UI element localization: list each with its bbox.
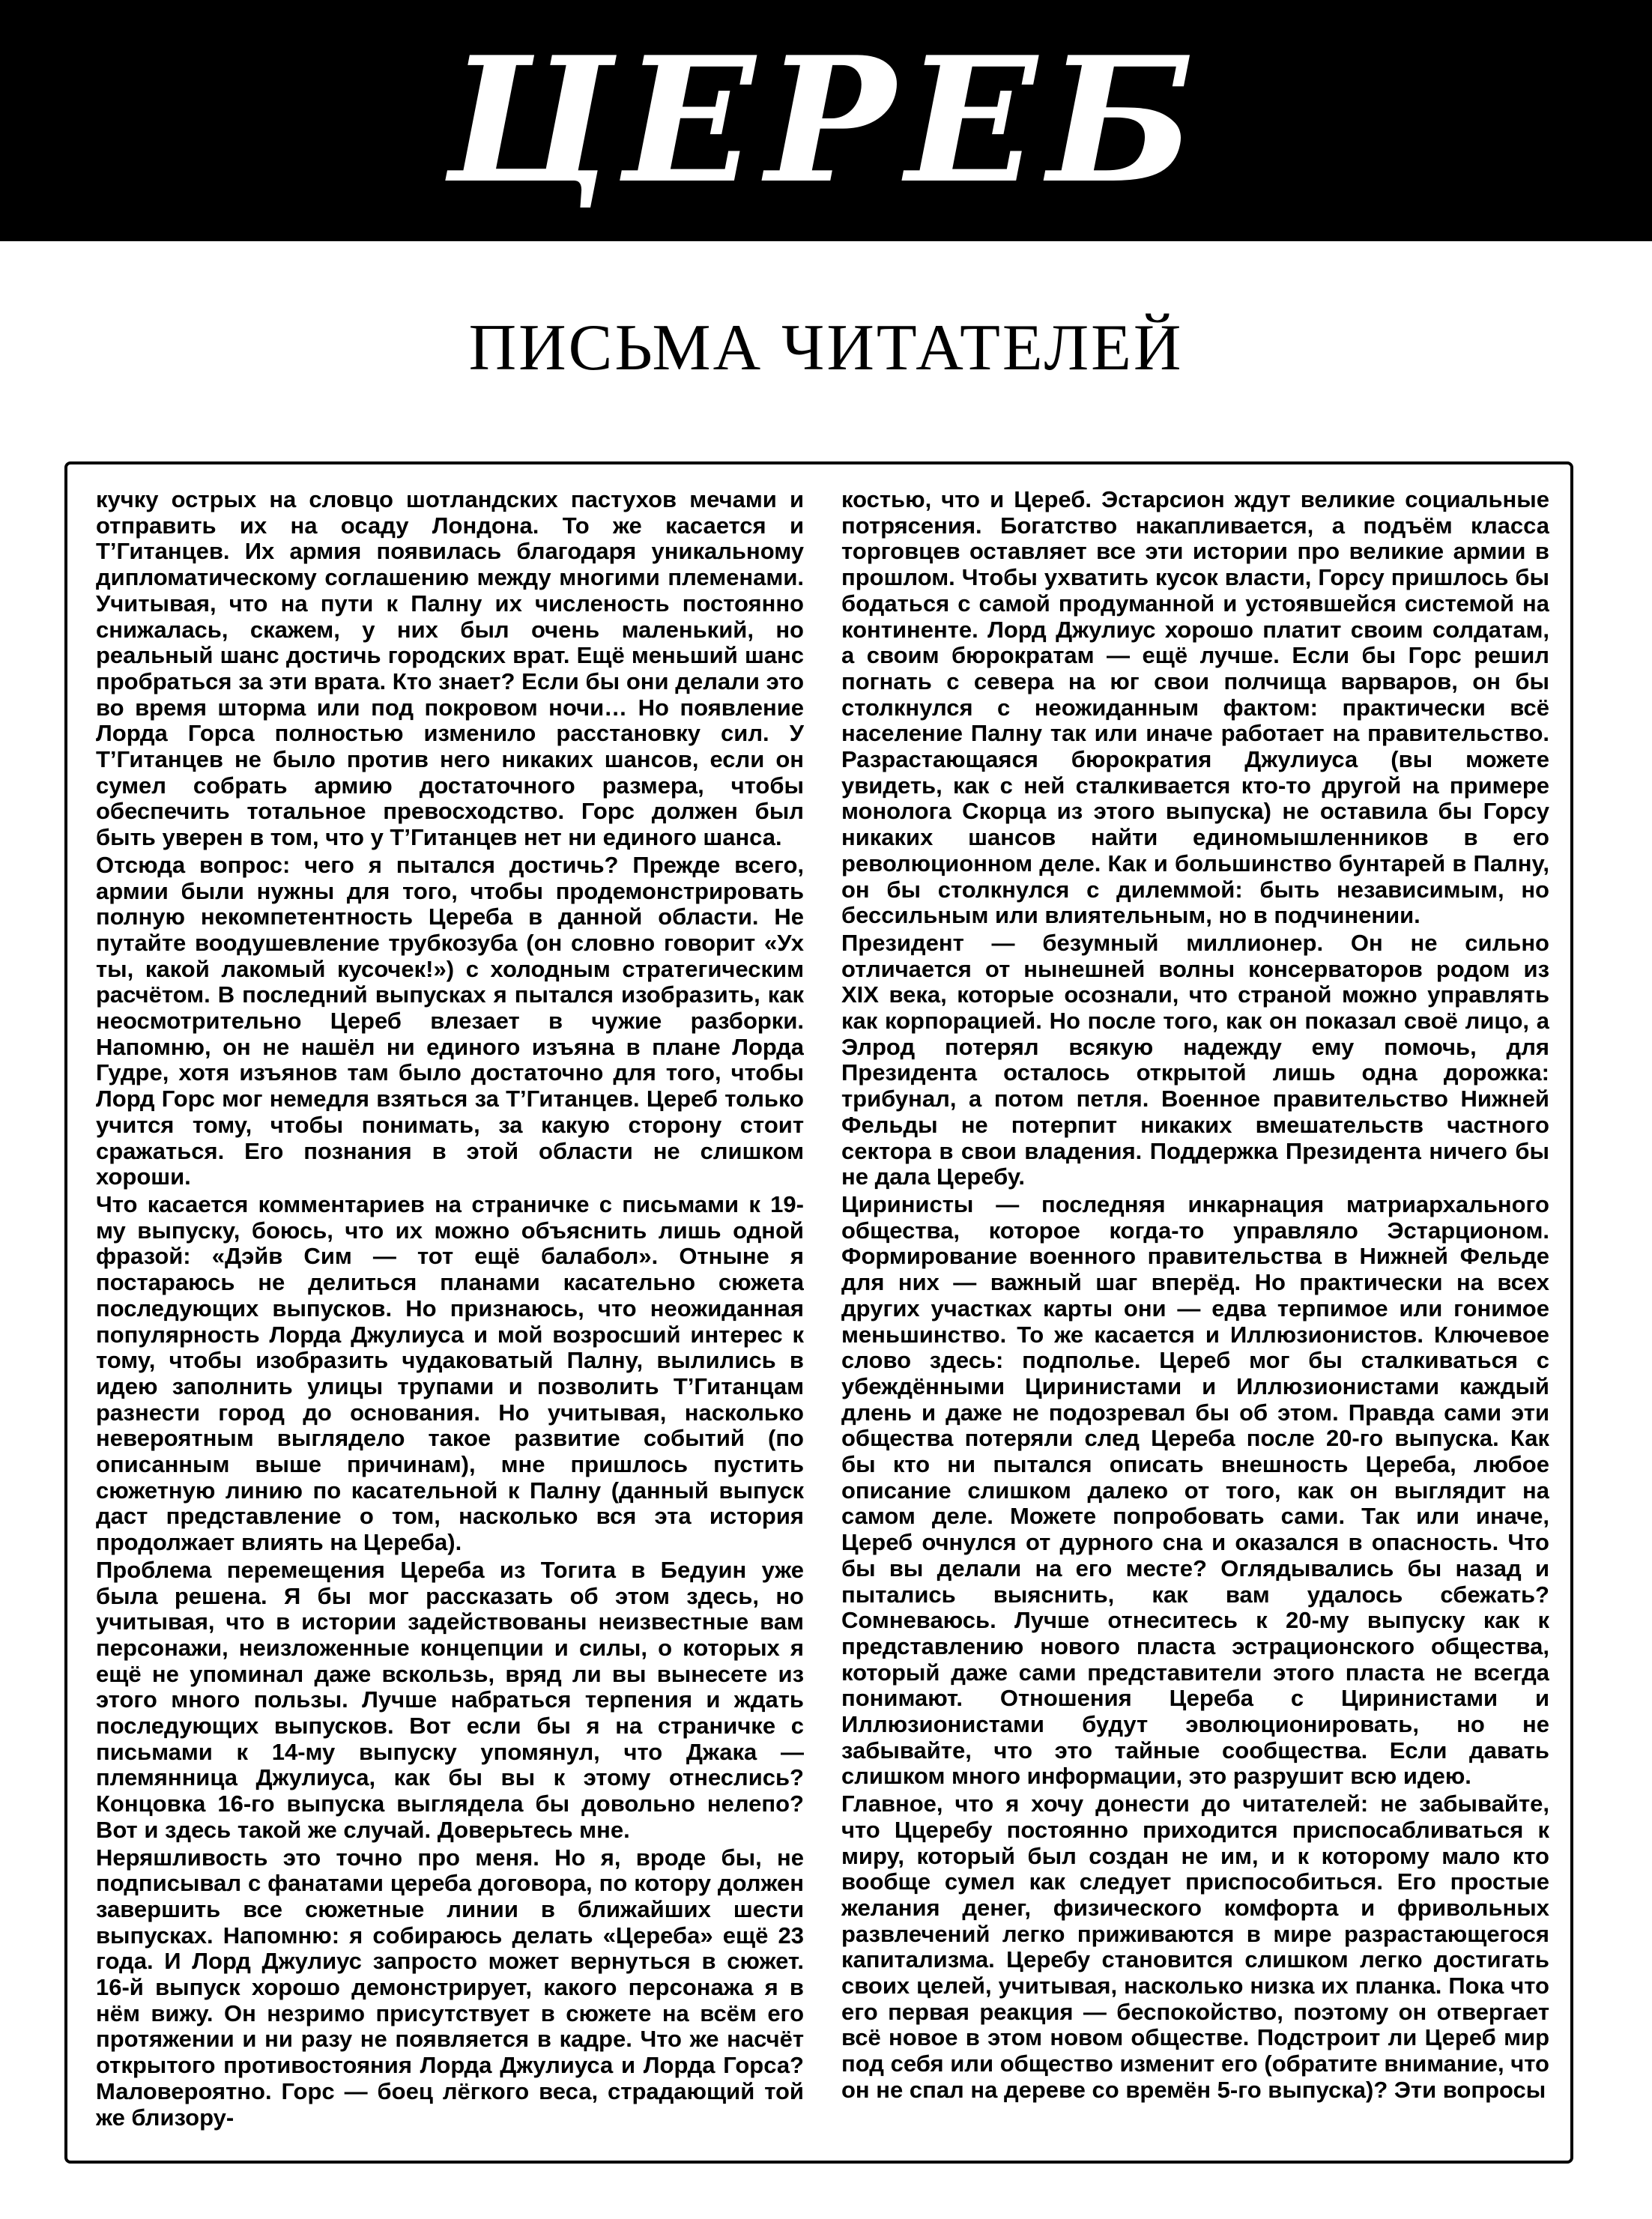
paragraph: костью, что и Цереб. Эстарсион ждут великие социальные потрясения. Богатство накапливается, а подъём класса торговцев оставляет все эти истории про великие армии в прошлом. Чтобы ухватить кусок власти, Горсу пришлось бы бодаться с самой продуманной и устоявшейся системой на континенте. Лорд Джулиус хорошо платит своим солдатам, а своим бюрократам — ещё лучше. Если бы Горс решил погнать с севера на юг свои полчища варваров, он бы столкнулся с неожиданным фактом: практически всё население Палну так или иначе работает на правительство. Разрастающаяся бюрократия Джулиуса (вы можете увидеть, как с ней сталкивается кто-то другой на примере монолога Скорца из этого выпуска) не оставила бы Горсу никаких шансов найти единомышленников в его революционном деле. Как и большинство бунтарей в Палну, он бы столкнулся с дилеммой: быть независимым, но бессильным или влиятельным, но в подчинении. <box>841 487 1549 929</box>
paragraph: кучку острых на словцо шотландских пастухов мечами и отправить их на осаду Лондона. То же касается и Т’Гитанцев. Их армия появилась благодаря уникальному дипломатическому соглашению между многими племенами. Учитывая, что на пути к Палну их численость постоянно снижалась, скажем, у них был очень маленький, но реальный шанс достичь городских врат. Ещё меньший шанс пробраться за эти врата. Кто знает? Если бы они делали это во время шторма или под покровом ночи… Но появление Лорда Горса полностью изменило расстановку сил. У Т’Гитанцев не было против него никаких шансов, если он сумел собрать армию достаточного размера, чтобы обеспечить тотальное превосходство. Горс должен был быть уверен в том, что у Т’Гитанцев нет ни единого шанса. <box>96 487 804 851</box>
paragraph: Что касается комментариев на страничке с письмами к 19-му выпуску, боюсь, что их можно объяснить лишь одной фразой: «Дэйв Сим — тот ещё балабол». Отныне я постараюсь не делиться планами касательно сюжета последующих выпусков. Но признаюсь, что неожиданная популярность Лорда Джулиуса и мой возросший интерес к тому, чтобы изобразить чудаковатый Палну, вылились в идею заполнить улицы трупами и позволить Т’Гитанцам разнести город до основания. Но учитывая, насколько невероятным выглядело такое развитие событий (по описанным выше причинам), мне пришлось пустить сюжетную линию по касательной к Палну (данный выпуск даст представление о том, насколько вся эта история продолжает влиять на Цереба). <box>96 1190 804 1556</box>
paragraph: Неряшливость это точно про меня. Но я, вроде бы, не подписывал с фанатами цереба договора, по котору должен завершить все сюжетные линии в ближайших шести выпусках. Напомню: я собираюсь делать «Цереба» ещё 23 года. И Лорд Джулиус запросто может вернуться в сюжет. 16-й выпуск хорошо демонстрирует, какого персонажа я в нём вижу. Он незримо присутствует в сюжете на всём его протяжении и ни разу не появляется в кадре. Что же насчёт открытого противостояния Лорда Джулиуса и Лорда Горса? Маловероятно. Горс — боец лёгкого веса, страдающий той же близору- <box>96 1844 804 2131</box>
paragraph: Президент — безумный миллионер. Он не сильно отличается от нынешней волны консерваторов родом из XIX века, которые осознали, что страной можно управлять как корпорацией. Но после того, как он показал своё лицо, а Элрод потерял всякую надежду ему помочь, для Президента осталось открытой лишь одна дорожка: трибунал, а потом петля. Военное правительство Нижней Фельды не потерпит никаких вмешательств частного сектора в свои владения. Поддержка Президента ничего бы не дала Церебу. <box>841 929 1549 1190</box>
paragraph: Циринисты — последняя инкарнация матриархального общества, которое когда-то управляло Эстарционом. Формирование военного правительства в Нижней Фельде для них — важный шаг вперёд. Но практически на всех других участках карты они — едва терпимое или гонимое меньшинство. То же касается и Иллюзионистов. Ключевое слово здесь: подполье. Цереб мог бы сталкиваться с убеждёнными Циринистами и Иллюзионистами каждый длень и даже не подозревал бы об этом. Правда сами эти общества потеряли след Цереба после 20-го выпуска. Как бы кто ни пытался описать внешность Цереба, любое описание слишком далеко от того, как он выглядит на самом деле. Можете попробовать сами. Так или иначе, Цереб очнулся от дурного сна и оказался в опасность. Что бы вы делали на его месте? Оглядывались бы назад и пытались выяснить, как вам удалось сбежать? Сомневаюсь. Лучше отнеситесь к 20-му выпуску как к представлению нового пласта эстрационского общества, который даже сами представители этого пласта не всегда понимают. Отношения Цереба с Циринистами и Иллюзионистами будут эволюционировать, но не забывайте, что это тайные сообщества. Если давать слишком много информации, это разрушит всю идею. <box>841 1190 1549 1790</box>
masthead-title: ЦЕРЕБ <box>447 19 1205 222</box>
section-title: ПИСЬМА ЧИТАТЕЛЕЙ <box>468 312 1184 384</box>
paragraph: Главное, что я хочу донести до читателей: не забывайте, что Ццеребу постоянно приходится приспосабливаться к миру, который был создан не им, и к которому мало кто вообще сумел как следует приспособиться. Его простые желания денег, физического комфорта и фривольных развлечений легко приживаются в мире разрастающегося капитализма. Церебу становится слишком легко достигать своих целей, учитывая, насколько низка их планка. Пока что его первая реакция — беспокойство, поэтому он отвергает всё новое в этом новом обществе. Подстроит ли Цереб мир под себя или общество изменит его (обратите внимание, что он не спал на дереве со времён 5-го выпуска)? Эти вопросы <box>841 1790 1549 2103</box>
article-column-left <box>96 487 804 2143</box>
article-column-right <box>841 487 1549 2143</box>
paragraph: Отсюда вопрос: чего я пытался достичь? Прежде всего, армии были нужны для того, чтобы продемонстрировать полную некомпетентность Цереба в данной области. Не путайте воодушевление трубкозуба (он словно говорит «Ух ты, какой лакомый кусочек!») с холодным стратегическим расчётом. В последний выпусках я пытался изобразить, как неосмотрительно Цереб влезает в чужие разборки. Напомню, он не нашёл ни единого изъяна в плане Лорда Гудре, хотя изъянов там было достаточно для того, чтобы Лорд Горс мог немедля взяться за Т’Гитанцев. Цереб только учится тому, чтобы понимать, за какую сторону стоит сражаться. Его познания в этой области не слишком хороши. <box>96 851 804 1190</box>
paragraph: Проблема перемещения Цереба из Тогита в Бедуин уже была решена. Я бы мог рассказать об этом здесь, но учитывая, что в истории задействованы неизвестные вам персонажи, неизложенные концепции и силы, о которых я ещё не упоминал даже вскользь, вряд ли вы вынесете из этого много пользы. Лучше набраться терпения и ждать последующих выпусков. Вот если бы я на страничке с письмами к 14-му выпуску упомянул, что Джака — племянница Джулиуса, как бы вы к этому отнеслись? Концовка 16-го выпуска выглядела бы довольно нелепо? Вот и здесь такой же случай. Доверьтесь мне. <box>96 1556 804 1843</box>
